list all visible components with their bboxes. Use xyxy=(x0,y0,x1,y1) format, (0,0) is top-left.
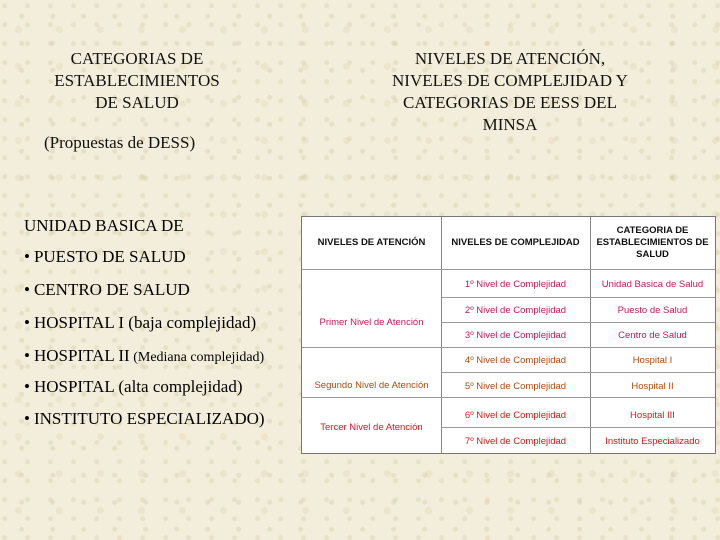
list-item-subtext: (Mediana complejidad) xyxy=(133,350,265,365)
list-item-text: CENTRO DE SALUD xyxy=(33,280,190,299)
bullet: • xyxy=(24,247,30,266)
header-categoria-line: ESTABLECIMIENTOS DE xyxy=(596,236,709,248)
complejidad-7: 7º Nivel de Complejidad xyxy=(464,436,567,447)
categoria-1: Unidad Basica de Salud xyxy=(601,279,704,290)
row-divider xyxy=(302,347,715,348)
list-item-text: HOSPITAL I (baja complejidad) xyxy=(33,313,257,332)
right-title-line: MINSA xyxy=(482,115,538,135)
bullet: • xyxy=(24,280,30,299)
complejidad-3: 3º Nivel de Complejidad xyxy=(464,330,567,341)
row-divider xyxy=(441,297,715,298)
header-niveles-complejidad: NIVELES DE COMPLEJIDAD xyxy=(451,237,580,248)
row-divider xyxy=(441,372,715,373)
right-title-line: NIVELES DE COMPLEJIDAD Y xyxy=(392,71,628,91)
left-title xyxy=(22,48,252,114)
right-title xyxy=(350,48,670,136)
categoria-2: Puesto de Salud xyxy=(617,305,688,316)
bullet: • xyxy=(24,346,30,365)
complejidad-2: 2º Nivel de Complejidad xyxy=(464,305,567,316)
categoria-5: Hospital II xyxy=(631,381,674,392)
header-categoria xyxy=(590,225,715,261)
list-item xyxy=(24,313,256,333)
list-item-text: PUESTO DE SALUD xyxy=(33,247,186,266)
categoria-7: Instituto Especializado xyxy=(605,436,700,447)
levels-table xyxy=(301,216,716,454)
complejidad-5: 5º Nivel de Complejidad xyxy=(464,381,567,392)
list-item-text: HOSPITAL II xyxy=(33,346,130,365)
complejidad-1: 1º Nivel de Complejidad xyxy=(464,279,567,290)
row-divider xyxy=(302,397,715,398)
row-divider xyxy=(302,269,715,270)
list-item xyxy=(24,409,265,429)
atencion-tercer: Tercer Nivel de Atención xyxy=(320,422,423,433)
bullet: • xyxy=(24,377,30,396)
complejidad-6: 6º Nivel de Complejidad xyxy=(464,410,567,421)
categoria-3: Centro de Salud xyxy=(618,330,687,341)
atencion-primer: Primer Nivel de Atención xyxy=(319,317,424,328)
right-title-line: NIVELES DE ATENCIÓN, xyxy=(414,49,606,68)
left-title-line: ESTABLECIMIENTOS xyxy=(54,71,220,91)
left-title-line: DE SALUD xyxy=(95,93,179,113)
bullet: • xyxy=(24,313,30,332)
row-divider xyxy=(441,322,715,323)
left-subtitle: (Propuestas de DESS) xyxy=(44,133,196,152)
categoria-6: Hospital III xyxy=(630,410,675,421)
section-label: UNIDAD BASICA DE xyxy=(24,216,184,235)
left-title-line: CATEGORIAS DE xyxy=(70,49,204,68)
atencion-segundo: Segundo Nivel de Atención xyxy=(314,380,429,391)
bullet: • xyxy=(24,409,30,428)
header-categoria-line: CATEGORIA DE xyxy=(616,225,689,236)
list-item-text: INSTITUTO ESPECIALIZADO) xyxy=(33,409,265,428)
header-niveles-atencion: NIVELES DE ATENCIÓN xyxy=(317,237,426,248)
list-item xyxy=(24,280,190,300)
right-title-line: CATEGORIAS DE EESS DEL xyxy=(403,93,617,113)
list-item xyxy=(24,377,243,397)
row-divider xyxy=(441,427,715,428)
list-item-text: HOSPITAL (alta complejidad) xyxy=(33,377,243,396)
header-categoria-line: SALUD xyxy=(636,248,669,260)
list-item xyxy=(24,247,186,267)
categoria-4: Hospital I xyxy=(632,355,673,366)
complejidad-4: 4º Nivel de Complejidad xyxy=(464,355,567,366)
list-item xyxy=(24,346,264,366)
